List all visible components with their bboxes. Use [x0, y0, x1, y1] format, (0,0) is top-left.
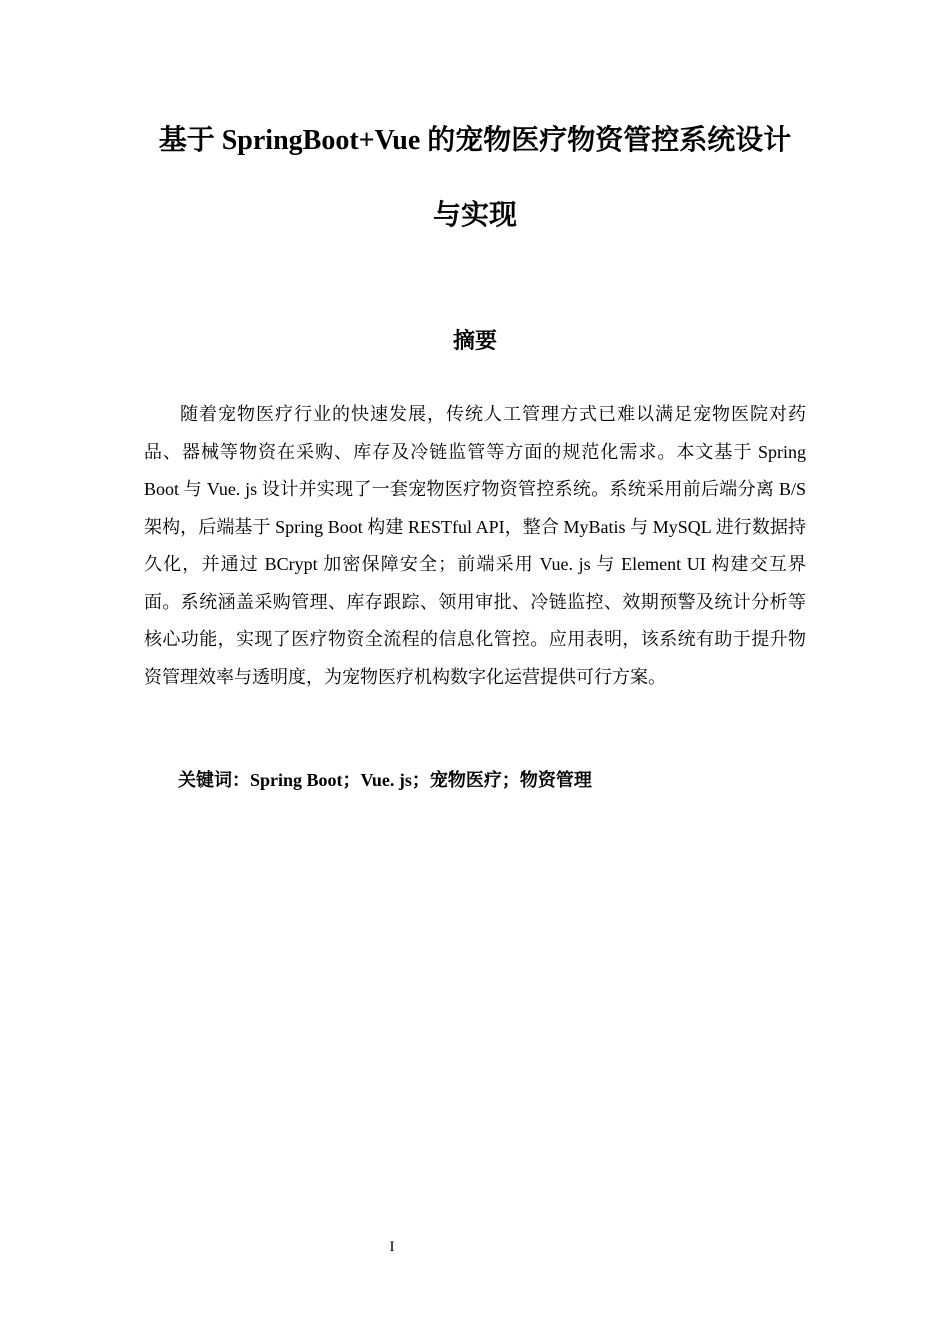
paper-title-line-2: 与实现: [432, 200, 517, 231]
page-number: I: [389, 1239, 395, 1255]
paper-title-line-1: 基于 SpringBoot+Vue 的宠物医疗物资管控系统设计: [158, 125, 792, 156]
abstract-paragraph: 随着宠物医疗行业的快速发展，传统人工管理方式已难以满足宠物医院对药品、器械等物资在采购、库存及冷链监管等方面的规范化需求。本文基于 Spring Boot 与 Vue. js 设计并实现了一套宠物医疗物资管控系统。系统采用前后端分离 B/S 架构，后端基于 Spring Boot 构建 RESTful API，整合 MyBatis 与 MySQL 进行数据持久化，并通过 BCrypt 加密保障安全；前端采用 Vue. js 与 Element UI 构建交互界面。系统涵盖采购管理、库存跟踪、领用审批、冷链监控、效期预警及统计分析等核心功能，实现了医疗物资全流程的信息化管控。应用表明，该系统有助于提升物资管理效率与透明度，为宠物医疗机构数字化运营提供可行方案。: [144, 404, 806, 687]
keywords-line: 关键词：Spring Boot；Vue. js；宠物医疗；物资管理: [178, 770, 592, 790]
abstract-heading: 摘要: [452, 328, 497, 353]
